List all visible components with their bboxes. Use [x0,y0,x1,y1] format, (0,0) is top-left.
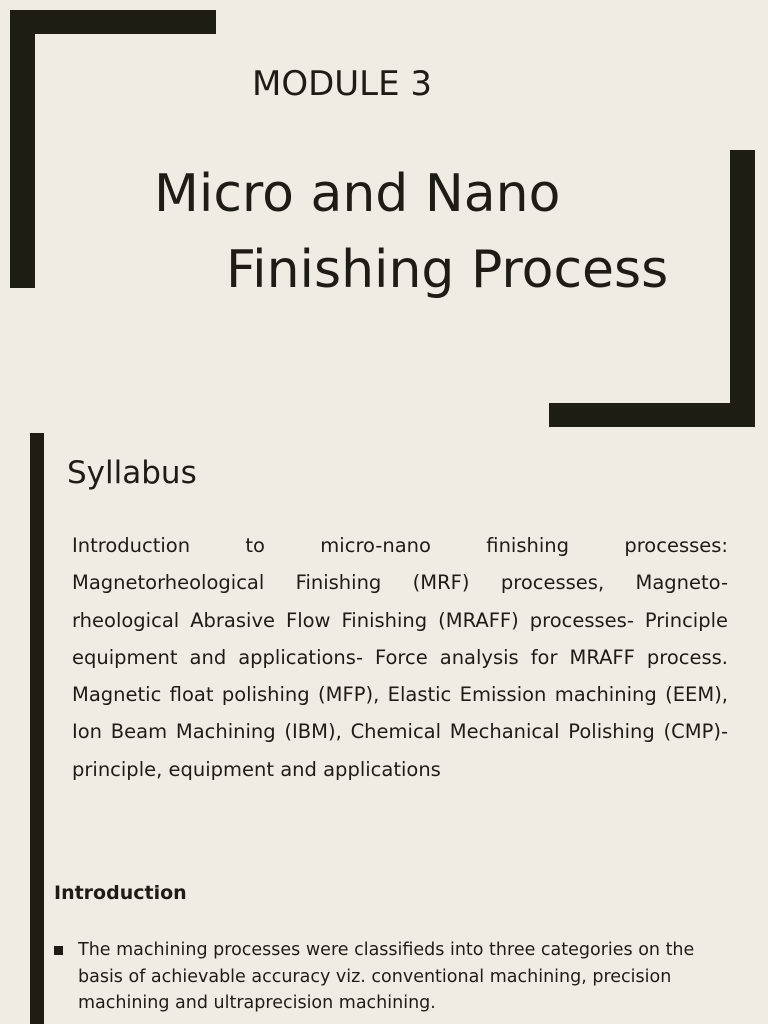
introduction-bullet-list [54,937,714,1017]
square-bullet-icon [54,946,63,955]
page-title-line-1: Micro and Nano [154,164,561,224]
page-title-line-2: Finishing Process [226,240,669,300]
bullet-text: The machining processes were classifieds into three categories on the basis of achievable accuracy viz. conventional machining, precision machining and ultraprecision machining. [78,940,695,1013]
syllabus-heading: Syllabus [67,455,197,491]
module-label: MODULE 3 [252,64,433,104]
bottom-right-frame-bar-vertical [730,150,755,427]
top-left-frame-bar-vertical [10,10,35,288]
bottom-right-frame-bar-horizontal [549,403,755,427]
syllabus-body-text: Introduction to micro-nano finishing processes: Magnetorheological Finishing (MRF) processes, Magneto-rheological Abrasive Flow Finishing (MRAFF) processes- Principle equipment and applications- Force analysis for MRAFF process. Magnetic float polishing (MFP), Elastic Emission machining (EEM), Ion Beam Machining (IBM), Chemical Mechanical Polishing (CMP)- principle, equipment and applications [72,534,728,781]
list-item [54,937,714,1017]
left-section-accent-bar [30,433,44,1024]
introduction-heading: Introduction [54,882,187,904]
top-left-frame-bar-horizontal [10,10,216,34]
